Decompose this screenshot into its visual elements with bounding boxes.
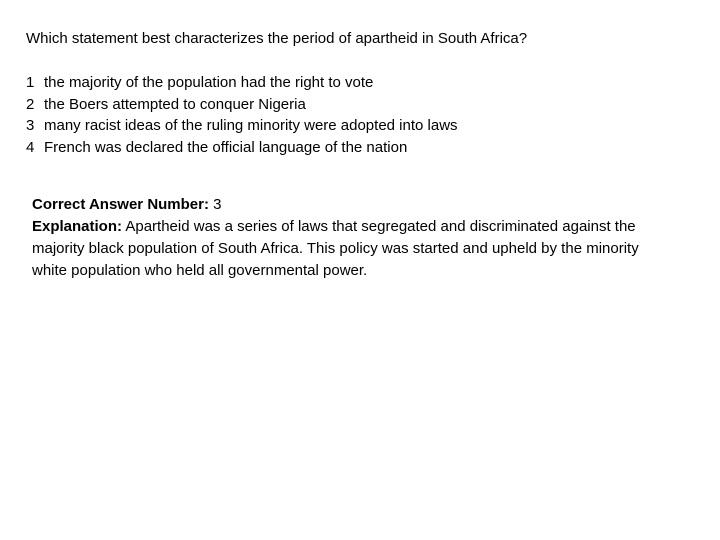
correct-answer-line — [32, 194, 672, 216]
explanation-label: Explanation: — [32, 218, 123, 235]
correct-answer-label: Correct Answer Number: — [32, 196, 209, 213]
correct-answer-value: 3 — [213, 196, 222, 213]
option-number: 4 — [26, 139, 35, 157]
option-item-4 — [26, 137, 458, 159]
option-text: the Boers attempted to conquer Nigeria — [44, 95, 306, 113]
answer-explanation-block — [32, 194, 672, 282]
option-item-3 — [26, 115, 458, 137]
option-number: 1 — [26, 74, 35, 91]
option-item-2 — [26, 94, 458, 116]
option-text: the majority of the population had the right to vote — [44, 74, 374, 91]
option-number: 2 — [26, 95, 35, 113]
explanation-text: Apartheid was a series of laws that segregated and discriminated against the majority black population of South Africa. This policy was started and upheld by the minority white population who held all governmental power. — [32, 218, 639, 279]
option-item-1 — [26, 72, 458, 94]
option-number: 3 — [26, 117, 35, 135]
question-text: Which statement best characterizes the period of apartheid in South Africa? — [26, 30, 528, 47]
explanation-paragraph — [32, 216, 672, 282]
option-text: French was declared the official language of the nation — [44, 139, 408, 157]
answer-options-list — [26, 72, 458, 159]
option-text: many racist ideas of the ruling minority were adopted into laws — [44, 117, 458, 135]
